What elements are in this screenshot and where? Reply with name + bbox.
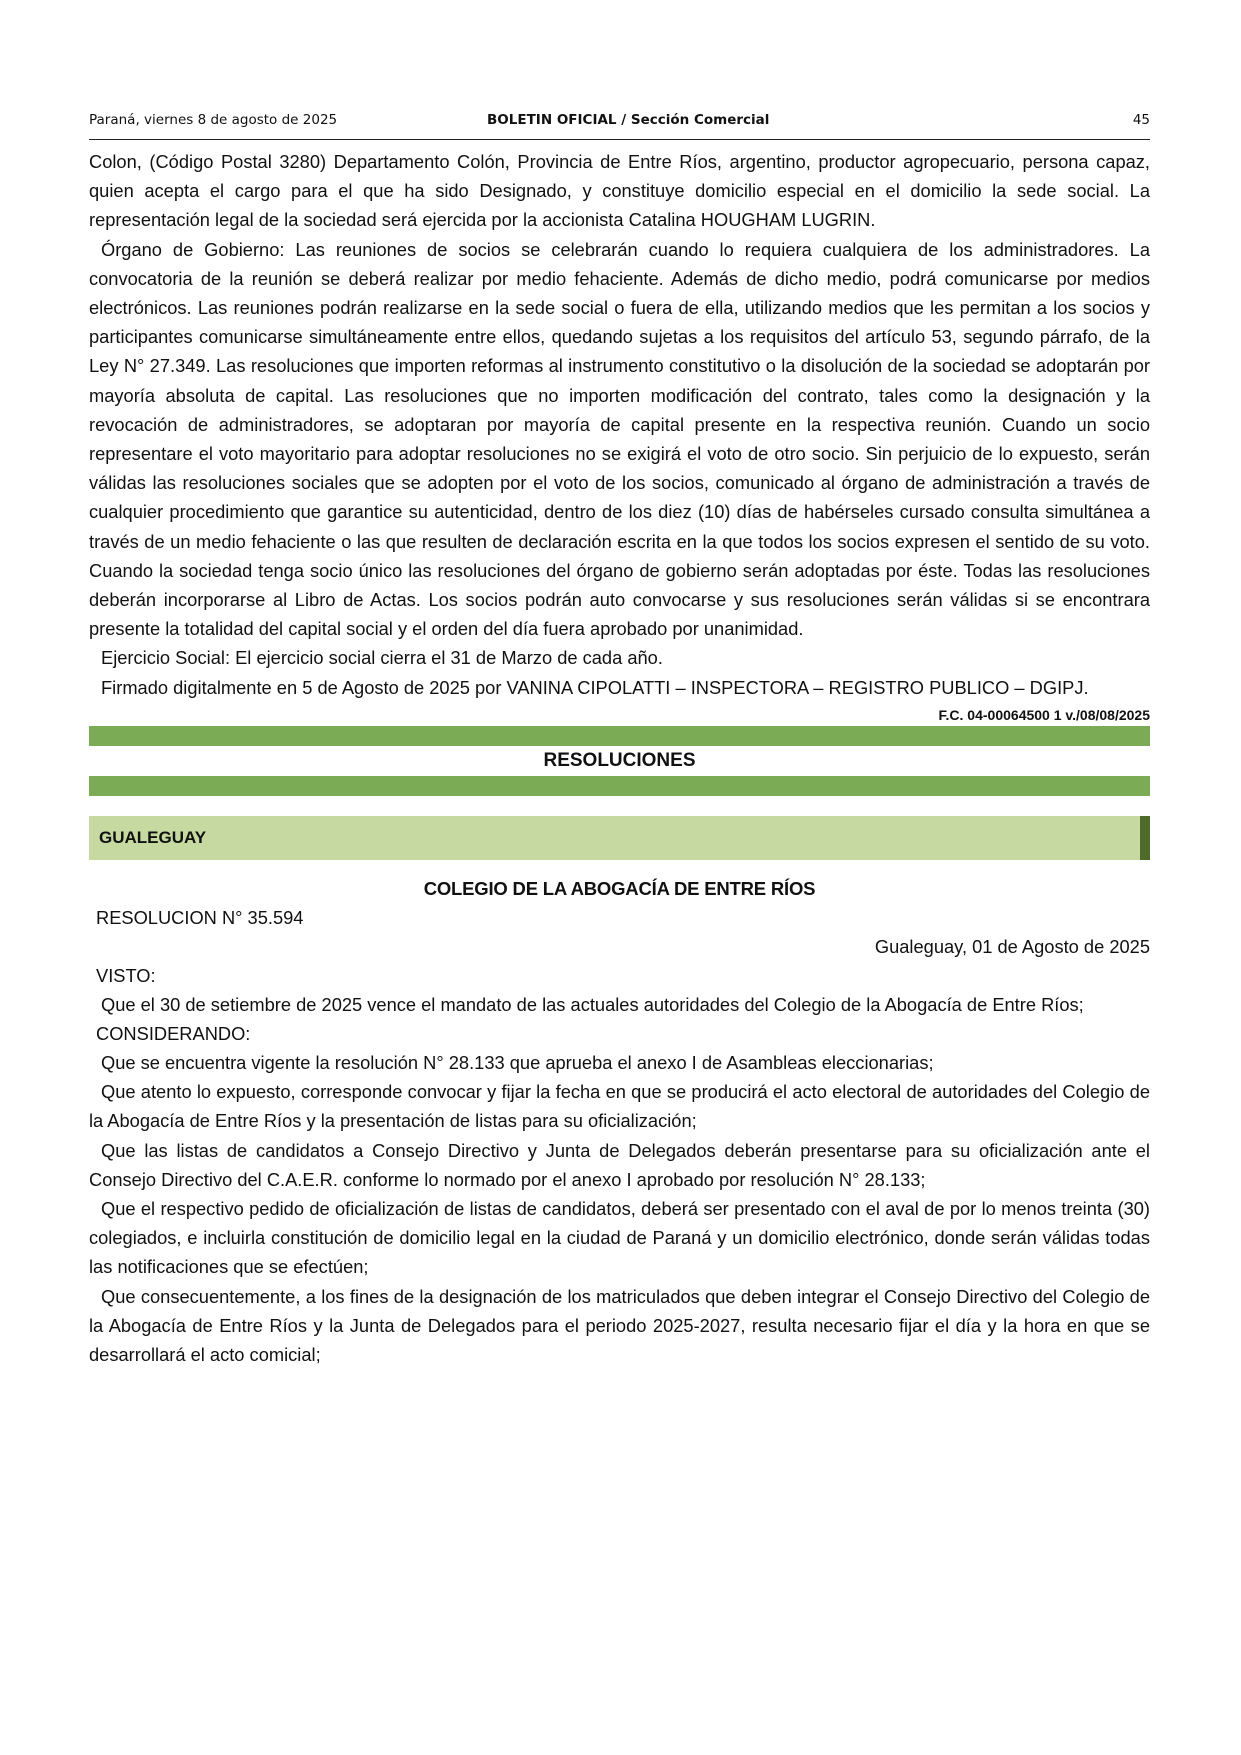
page-body	[89, 147, 1150, 1369]
section-bar-top	[89, 726, 1150, 746]
resolution-date: Gualeguay, 01 de Agosto de 2025	[874, 935, 1150, 957]
org-title: COLEGIO DE LA ABOGACÍA DE ENTRE RÍOS	[423, 877, 816, 899]
considerando-paragraph: Que consecuentemente, a los fines de la designación de los matriculados que deben integrar el Consejo Directivo del Colegio de la Abogacía de Entre Ríos y la Junta de Delegados para el periodo 2025-2027, resulta necesario fijar el día y la hora en que se desarrollará el acto comicial;	[89, 1285, 1150, 1366]
ejercicio-social-paragraph: Ejercicio Social: El ejercicio social cierra el 31 de Marzo de cada año.	[101, 647, 663, 669]
header-date: Paraná, viernes 8 de agosto de 2025	[89, 112, 338, 128]
page-header	[89, 109, 1150, 140]
considerando-label: CONSIDERANDO:	[96, 1023, 251, 1045]
header-publication: BOLETIN OFICIAL / Sección Comercial	[487, 112, 770, 128]
visto-paragraph: Que el 30 de setiembre de 2025 vence el mandato de las actuales autoridades del Colegio de la Abogacía de Entre Ríos;	[101, 993, 1084, 1015]
considerando-paragraph: Que las listas de candidatos a Consejo Directivo y Junta de Delegados deberán presentarse para su oficialización ante el Consejo Directivo del C.A.E.R. conforme lo normado por el anexo I aprobado por resolución N° 28.133;	[89, 1139, 1150, 1190]
organo-gobierno-paragraph: Órgano de Gobierno: Las reuniones de socios se celebrarán cuando lo requiera cualquiera de los administradores. La convocatoria de la reunión se deberá realizar por medio fehaciente. Además de dicho medio, podrá comunicarse por medios electrónicos. Las reuniones podrán realizarse en la sede social o fuera de ella, utilizando medios que les permitan a los socios y participantes comunicarse simultáneamente entre ellos, quedando sujetas a los requisitos del artículo 53, segundo párrafo, de la Ley N° 27.349. Las resoluciones que importen reformas al instrumento constitutivo o la disolución de la sociedad se adoptarán por mayoría absoluta de capital. Las resoluciones que no importen modificación del contrato, tales como la designación y la revocación de administradores, se adoptaran por mayoría de capital presente en la respectiva reunión. Cuando un socio representare el voto mayoritario para adoptar resoluciones no se exigirá el voto de otro socio. Sin perjuicio de lo expuesto, serán válidas las resoluciones sociales que se adopten por el voto de los socios, comunicado al órgano de administración a través de cualquier procedimiento que garantice su autenticidad, dentro de los diez (10) días de habérseles cursado consulta simultánea a través de un medio fehaciente o las que resulten de declaración escrita en la que todos los socios expresen el sentido de su voto. Cuando la sociedad tenga socio único las resoluciones del órgano de gobierno serán adoptadas por éste. Todas las resoluciones deberán incorporarse al Libro de Actas. Los socios podrán auto convocarse y sus resoluciones serán válidas si se encontrara presente la totalidad del capital social y el orden del día fuera aprobado por unanimidad.	[89, 238, 1150, 640]
city-banner	[89, 816, 1150, 860]
city-name: GUALEGUAY	[99, 827, 207, 847]
considerando-paragraph: Que el respectivo pedido de oficialización de listas de candidatos, deberá ser presentado con el aval de por lo menos treinta (30) colegiados, e incluirla constitución de domicilio legal en la ciudad de Paraná y un domicilio electrónico, donde serán válidas todas las notificaciones que se efectúen;	[89, 1198, 1150, 1278]
considerando-paragraph: Que atento lo expuesto, corresponde convocar y fijar la fecha en que se producirá el acto electoral de autoridades del Colegio de la Abogacía de Entre Ríos y la presentación de listas para su oficialización;	[89, 1081, 1150, 1132]
section-title: RESOLUCIONES	[543, 749, 696, 771]
fc-code: F.C. 04-00064500 1 v./08/08/2025	[938, 706, 1150, 723]
section-bar-bottom	[89, 776, 1150, 796]
considerando-paragraph: Que se encuentra vigente la resolución N° 28.133 que aprueba el anexo I de Asambleas eleccionarias;	[101, 1052, 934, 1074]
page-number: 45	[1132, 112, 1150, 128]
firma-paragraph: Firmado digitalmente en 5 de Agosto de 2025 por VANINA CIPOLATTI – INSPECTORA – REGISTRO PUBLICO – DGIPJ.	[101, 676, 1089, 698]
visto-label: VISTO:	[96, 964, 156, 986]
resolution-number: RESOLUCION N° 35.594	[96, 906, 304, 928]
continuation-paragraph: Colon, (Código Postal 3280) Departamento Colón, Provincia de Entre Ríos, argentino, productor agropecuario, persona capaz, quien acepta el cargo para el que ha sido Designado, y constituye domicilio especial en el domicilio la sede social. La representación legal de la sociedad será ejercida por la accionista Catalina HOUGHAM LUGRIN.	[89, 151, 1150, 231]
